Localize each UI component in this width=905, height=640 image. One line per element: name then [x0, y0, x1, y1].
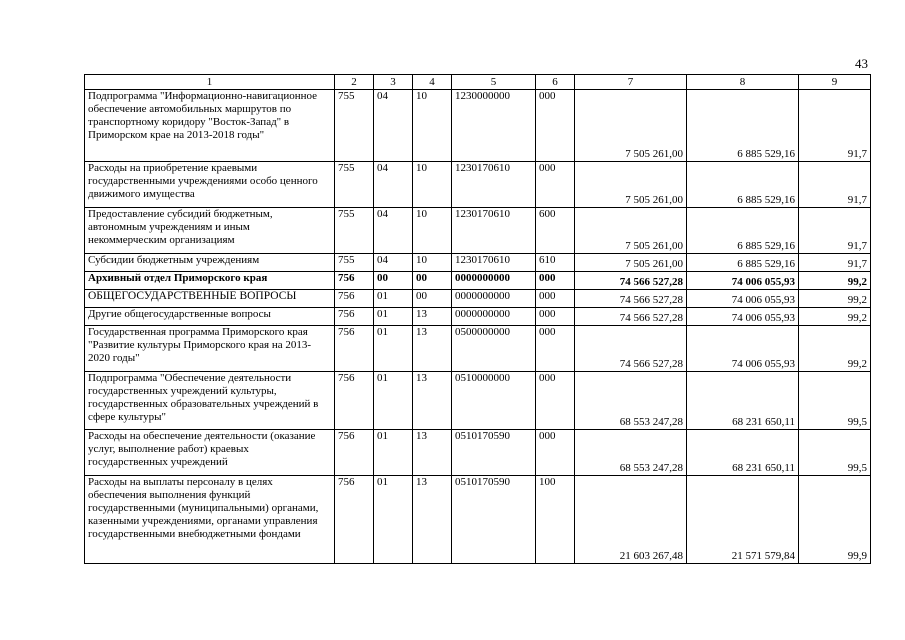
column-header: 5 [452, 75, 536, 90]
row-value-cell: 68 231 650,11 [687, 372, 799, 430]
row-name-cell: Расходы на обеспечение деятельности (оказание услуг, выполнение работ) краевых государственных учреждений [85, 430, 335, 476]
table-row [85, 208, 871, 254]
table-row [85, 430, 871, 476]
row-name-cell: Предоставление субсидий бюджетным, автономным учреждениям и иным некоммерческим организациям [85, 208, 335, 254]
row-value-cell: 13 [413, 476, 452, 564]
row-value-cell: 756 [335, 372, 374, 430]
row-name-cell: Подпрограмма "Обеспечение деятельности государственных учреждений культуры, государственных образовательных учреждений в сфере культуры" [85, 372, 335, 430]
row-value-cell: 0000000000 [452, 272, 536, 290]
row-value-cell: 756 [335, 476, 374, 564]
row-value-cell: 10 [413, 208, 452, 254]
row-value-cell: 0510170590 [452, 430, 536, 476]
row-value-cell: 01 [374, 290, 413, 308]
row-value-cell: 600 [536, 208, 575, 254]
row-value-cell: 99,9 [799, 476, 871, 564]
row-value-cell: 04 [374, 254, 413, 272]
row-value-cell: 1230170610 [452, 254, 536, 272]
row-value-cell: 000 [536, 430, 575, 476]
row-value-cell: 000 [536, 372, 575, 430]
row-value-cell: 68 553 247,28 [575, 372, 687, 430]
row-value-cell: 610 [536, 254, 575, 272]
column-header: 7 [575, 75, 687, 90]
row-name-cell: Государственная программа Приморского края "Развитие культуры Приморского края на 2013-2020 годы" [85, 326, 335, 372]
column-header: 6 [536, 75, 575, 90]
row-value-cell: 756 [335, 290, 374, 308]
row-value-cell: 7 505 261,00 [575, 254, 687, 272]
row-value-cell: 755 [335, 208, 374, 254]
row-value-cell: 68 231 650,11 [687, 430, 799, 476]
row-value-cell: 13 [413, 372, 452, 430]
row-value-cell: 756 [335, 430, 374, 476]
row-name-cell: Другие общегосударственные вопросы [85, 308, 335, 326]
row-value-cell: 0000000000 [452, 308, 536, 326]
row-value-cell: 0000000000 [452, 290, 536, 308]
row-value-cell: 91,7 [799, 162, 871, 208]
row-value-cell: 99,2 [799, 326, 871, 372]
row-value-cell: 000 [536, 90, 575, 162]
row-value-cell: 00 [413, 272, 452, 290]
row-value-cell: 7 505 261,00 [575, 208, 687, 254]
row-value-cell: 74 006 055,93 [687, 326, 799, 372]
row-value-cell: 7 505 261,00 [575, 162, 687, 208]
row-value-cell: 21 603 267,48 [575, 476, 687, 564]
row-value-cell: 0500000000 [452, 326, 536, 372]
row-value-cell: 10 [413, 90, 452, 162]
table-row [85, 476, 871, 564]
table-row [85, 162, 871, 208]
row-value-cell: 756 [335, 326, 374, 372]
row-value-cell: 74 566 527,28 [575, 326, 687, 372]
row-value-cell: 91,7 [799, 254, 871, 272]
row-value-cell: 74 566 527,28 [575, 290, 687, 308]
row-value-cell: 000 [536, 162, 575, 208]
row-value-cell: 756 [335, 308, 374, 326]
row-value-cell: 13 [413, 430, 452, 476]
budget-table [84, 74, 871, 564]
row-value-cell: 6 885 529,16 [687, 208, 799, 254]
row-name-cell: ОБЩЕГОСУДАРСТВЕННЫЕ ВОПРОСЫ [85, 290, 335, 308]
row-value-cell: 100 [536, 476, 575, 564]
row-value-cell: 6 885 529,16 [687, 162, 799, 208]
row-value-cell: 0510000000 [452, 372, 536, 430]
row-value-cell: 74 006 055,93 [687, 308, 799, 326]
column-header: 4 [413, 75, 452, 90]
table-row [85, 326, 871, 372]
row-value-cell: 91,7 [799, 208, 871, 254]
row-value-cell: 04 [374, 208, 413, 254]
column-header: 8 [687, 75, 799, 90]
table-row [85, 308, 871, 326]
row-value-cell: 10 [413, 254, 452, 272]
row-value-cell: 21 571 579,84 [687, 476, 799, 564]
row-value-cell: 755 [335, 254, 374, 272]
row-value-cell: 756 [335, 272, 374, 290]
row-name-cell: Расходы на выплаты персоналу в целях обеспечения выполнения функций государственными (муниципальными) органами, казенными учреждениями, органами управления государственными внебюджетными фондами [85, 476, 335, 564]
row-name-cell: Подпрограмма "Информационно-навигационное обеспечение автомобильных маршрутов по транспортному коридору "Восток-Запад" в Приморском крае на 2013-2018 годы" [85, 90, 335, 162]
row-value-cell: 1230170610 [452, 162, 536, 208]
row-value-cell: 01 [374, 430, 413, 476]
row-name-cell: Архивный отдел Приморского края [85, 272, 335, 290]
row-value-cell: 000 [536, 272, 575, 290]
row-value-cell: 99,2 [799, 272, 871, 290]
row-value-cell: 74 006 055,93 [687, 272, 799, 290]
row-value-cell: 04 [374, 90, 413, 162]
row-value-cell: 01 [374, 326, 413, 372]
row-value-cell: 00 [413, 290, 452, 308]
row-value-cell: 000 [536, 290, 575, 308]
row-value-cell: 00 [374, 272, 413, 290]
page-number: 43 [855, 56, 868, 71]
header-row [85, 75, 871, 90]
row-value-cell: 99,2 [799, 290, 871, 308]
row-value-cell: 74 006 055,93 [687, 290, 799, 308]
row-value-cell: 99,5 [799, 372, 871, 430]
table-row [85, 90, 871, 162]
row-name-cell: Расходы на приобретение краевыми государственными учреждениями особо ценного движимого имущества [85, 162, 335, 208]
column-header: 3 [374, 75, 413, 90]
row-value-cell: 01 [374, 372, 413, 430]
row-value-cell: 10 [413, 162, 452, 208]
column-header: 1 [85, 75, 335, 90]
row-value-cell: 7 505 261,00 [575, 90, 687, 162]
row-value-cell: 000 [536, 326, 575, 372]
table-row [85, 254, 871, 272]
row-value-cell: 99,5 [799, 430, 871, 476]
row-value-cell: 13 [413, 326, 452, 372]
row-value-cell: 91,7 [799, 90, 871, 162]
row-value-cell: 68 553 247,28 [575, 430, 687, 476]
row-value-cell: 01 [374, 308, 413, 326]
row-value-cell: 6 885 529,16 [687, 254, 799, 272]
row-value-cell: 04 [374, 162, 413, 208]
row-value-cell: 13 [413, 308, 452, 326]
row-value-cell: 000 [536, 308, 575, 326]
row-name-cell: Субсидии бюджетным учреждениям [85, 254, 335, 272]
row-value-cell: 74 566 527,28 [575, 308, 687, 326]
row-value-cell: 1230170610 [452, 208, 536, 254]
row-value-cell: 0510170590 [452, 476, 536, 564]
column-header: 2 [335, 75, 374, 90]
table-row [85, 372, 871, 430]
row-value-cell: 6 885 529,16 [687, 90, 799, 162]
row-value-cell: 755 [335, 90, 374, 162]
row-value-cell: 01 [374, 476, 413, 564]
row-value-cell: 755 [335, 162, 374, 208]
table-row [85, 272, 871, 290]
row-value-cell: 99,2 [799, 308, 871, 326]
column-header: 9 [799, 75, 871, 90]
row-value-cell: 74 566 527,28 [575, 272, 687, 290]
row-value-cell: 1230000000 [452, 90, 536, 162]
table-row [85, 290, 871, 308]
